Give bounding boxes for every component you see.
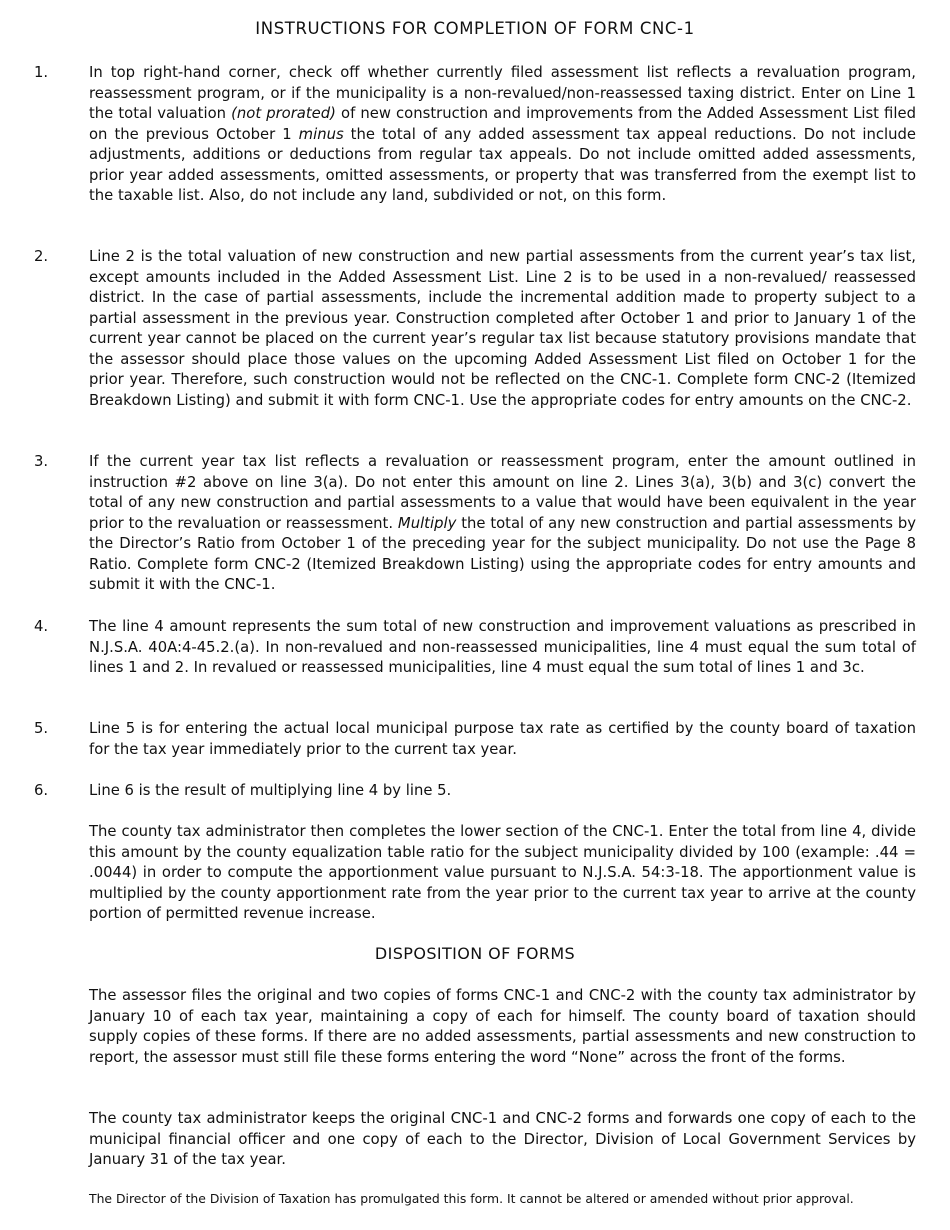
text-span: the total of any new construction and partial assessments by the Director’s Ratio from October 1 of the preceding year for the subject municipality. Do not use the Page 8 Ratio. Complete form CNC-2 (Itemized Breakdown Listing) using the appropriate codes for entry amounts and submit it with the CNC-1. <box>89 514 917 593</box>
footer-note: The Director of the Division of Taxation has promulgated this form. It cannot be altered or amended without prior approval. <box>89 1191 854 1206</box>
item-text <box>89 63 916 207</box>
item-text <box>89 452 916 596</box>
item-text: The line 4 amount represents the sum total of new construction and improvement valuations as prescribed in N.J.S.A. 40A:4-45.2.(a). In non-revalued and non-reassessed municipalities, line 4 must equal the sum total of lines 1 and 2. In revalued or reassessed municipalities, line 4 must equal the sum total of lines 1 and 3c. <box>89 618 916 676</box>
text-span: the total of any added assessment tax appeal reductions. Do not include adjustments, additions or deductions from regular tax appeals. Do not include omitted added assessments, prior year added assessments, omitted assessments, or property that was transferred from the exempt list to the taxable list. Also, do not include any land, subdivided or not, on this form. <box>89 125 917 204</box>
disposition-heading: DISPOSITION OF FORMS <box>374 944 576 963</box>
paragraph-text: The county tax administrator keeps the original CNC-1 and CNC-2 forms and forwards one copy of each to the municipal financial officer and one copy of each to the Director, Division of Local Government Services by January 31 of the tax year. <box>89 1110 916 1168</box>
text-span: In top right-hand corner, check off whether currently filed assessment list reflects a revaluation program, reassessment program, or if the municipality is a non-revalued/non-reassessed taxing district. Enter on Line 1 the total valuation <box>89 64 916 122</box>
text-span: If the current year tax list reflects a revaluation or reassessment program, enter the amount outlined in instruction #2 above on line 3(a). Do not enter this amount on line 2. Lines 3(a), 3(b) and 3(c) convert the total of any new construction and partial assessments to a value that would have been equivalent in the year prior to the revaluation or reassessment. <box>89 453 916 532</box>
item-number: 4. <box>34 618 49 635</box>
paragraph-text: The county tax administrator then completes the lower section of the CNC-1. Enter the total from line 4, divide this amount by the county equalization table ratio for the subject municipality divided by 100 (example: .44 = .0044) in order to compute the apportionment value pursuant to N.J.S.A. 54:3-18. The apportionment value is multiplied by the county apportionment rate from the year prior to the current tax year to arrive at the county portion of permitted revenue increase. <box>89 823 916 922</box>
item-number: 2. <box>34 248 49 265</box>
emphasis-text: minus <box>298 125 344 143</box>
emphasis-text: (not prorated) <box>231 105 336 122</box>
item-number: 1. <box>34 64 49 81</box>
item-text: Line 5 is for entering the actual local municipal purpose tax rate as certified by the county board of taxation for the tax year immediately prior to the current tax year. <box>89 720 916 758</box>
item-number: 3. <box>34 453 49 470</box>
text-span: of new construction and improvements from the Added Assessment List filed on the previous October 1 <box>89 105 916 143</box>
page-title: INSTRUCTIONS FOR COMPLETION OF FORM CNC-1 <box>255 19 695 38</box>
item-number: 5. <box>34 720 49 737</box>
item-number: 6. <box>34 782 49 799</box>
item-text: Line 2 is the total valuation of new construction and new partial assessments from the current year’s tax list, except amounts included in the Added Assessment List. Line 2 is to be used in a non-revalued/ reassessed district. In the case of partial assessments, include the incremental addition made to property subject to a partial assessment in the previous year. Construction completed after October 1 and prior to January 1 of the current year cannot be placed on the current year’s regular tax list because statutory provisions mandate that the assessor should place those values on the upcoming Added Assessment List filed on October 1 for the prior year. Therefore, such construction would not be reflected on the CNC-1. Complete form CNC-2 (Itemized Breakdown Listing) and submit it with form CNC-1. Use the appropriate codes for entry amounts on the CNC-2. <box>89 248 916 409</box>
emphasis-text: Multiply <box>397 514 457 532</box>
paragraph-text: The assessor files the original and two copies of forms CNC-1 and CNC-2 with the county tax administrator by January 10 of each tax year, maintaining a copy of each for himself. The county board of taxation should supply copies of these forms. If there are no added assessments, partial assessments and new construction to report, the assessor must still file these forms entering the word “None” across the front of the forms. <box>89 987 916 1066</box>
item-text: Line 6 is the result of multiplying line 4 by line 5. <box>89 782 452 799</box>
